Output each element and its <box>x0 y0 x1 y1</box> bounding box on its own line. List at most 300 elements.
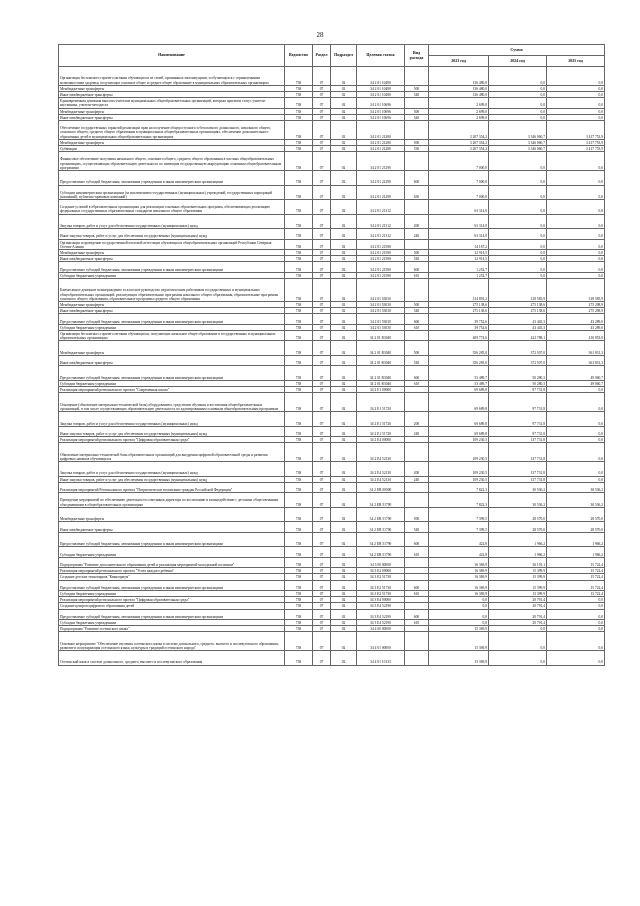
row-sum-2023: 109 230,5 <box>429 437 489 443</box>
table-row <box>59 522 605 532</box>
row-name: Межбюджетные трансферты <box>59 507 285 522</box>
table-row <box>59 493 605 508</box>
table-row <box>59 462 605 477</box>
table-row <box>59 314 605 324</box>
row-dept: 738 <box>285 393 313 412</box>
row-subsection: 02 <box>331 547 357 557</box>
row-subsection: 02 <box>331 651 357 666</box>
row-section: 07 <box>313 557 331 567</box>
row-target: 34 2 01 10696 <box>357 108 405 114</box>
row-section: 07 <box>313 91 331 97</box>
table-row <box>59 341 605 356</box>
row-subsection: 02 <box>331 98 357 108</box>
row-dept: 738 <box>285 580 313 590</box>
row-subsection: 02 <box>331 532 357 547</box>
row-section: 07 <box>313 426 331 436</box>
row-name: Осетинский язык в системе дошкольного, среднего, высшего и послевузовского образования <box>59 651 285 666</box>
row-section: 07 <box>313 651 331 666</box>
row-subsection: 02 <box>331 170 357 185</box>
row-name: Предоставление субсидий бюджетным, автономным учреждениям и иным некоммерческим организациям <box>59 609 285 619</box>
row-sum-2025: 0,0 <box>547 229 605 239</box>
row-sum-2024: 137 731,8 <box>489 476 547 482</box>
row-section: 07 <box>313 108 331 114</box>
row-sum-2025: 0,0 <box>547 393 605 412</box>
row-exp-type <box>405 557 429 567</box>
row-dept: 738 <box>285 229 313 239</box>
header-2023: 2023 год <box>429 56 489 67</box>
row-sum-2025: 0,0 <box>547 91 605 97</box>
table-row <box>59 651 605 666</box>
row-subsection: 02 <box>331 603 357 609</box>
row-subsection: 02 <box>331 568 357 574</box>
row-sum-2025: 0,0 <box>547 603 605 609</box>
row-target: 34 2 E1 51720 <box>357 412 405 427</box>
row-section: 07 <box>313 120 331 139</box>
row-dept: 738 <box>285 568 313 574</box>
row-section: 07 <box>313 507 331 522</box>
header-dept: Ведомство <box>285 45 313 67</box>
row-exp-type <box>405 330 429 340</box>
row-dept: 738 <box>285 355 313 365</box>
table-row <box>59 262 605 272</box>
row-section: 07 <box>313 279 331 302</box>
row-sum-2025: 28 570,0 <box>547 507 605 522</box>
row-name: Иные межбюджетные трансферты <box>59 91 285 97</box>
row-section: 07 <box>313 152 331 171</box>
table-row <box>59 185 605 200</box>
row-exp-type: 600 <box>405 609 429 619</box>
row-sum-2023: 7 000,0 <box>429 152 489 171</box>
row-target: 34 2 E4 52130 <box>357 462 405 477</box>
row-sum-2023: 39 752,6 <box>429 314 489 324</box>
row-dept: 738 <box>285 330 313 340</box>
table-row <box>59 547 605 557</box>
row-exp-type: 540 <box>405 308 429 314</box>
table-row <box>59 229 605 239</box>
row-dept: 738 <box>285 626 313 632</box>
row-sum-2024: 20 791,4 <box>489 619 547 625</box>
table-row <box>59 443 605 462</box>
row-sum-2023: 69 689,8 <box>429 426 489 436</box>
row-sum-2024: 3 346 060,7 <box>489 139 547 145</box>
row-target: 34 2 01 53030 <box>357 279 405 302</box>
row-dept: 738 <box>285 324 313 330</box>
row-sum-2024: 50 280,3 <box>489 380 547 386</box>
row-exp-type: 610 <box>405 324 429 330</box>
row-subsection: 02 <box>331 341 357 356</box>
row-sum-2023: 3 207 354,2 <box>429 139 489 145</box>
row-exp-type: 500 <box>405 108 429 114</box>
row-sum-2025: 0,0 <box>547 200 605 215</box>
row-name: Иные межбюджетные трансферты <box>59 522 285 532</box>
row-sum-2025: 49 060,7 <box>547 366 605 381</box>
row-exp-type <box>405 482 429 492</box>
row-subsection: 02 <box>331 580 357 590</box>
row-section: 07 <box>313 341 331 356</box>
row-section: 07 <box>313 330 331 340</box>
row-section: 07 <box>313 308 331 314</box>
row-target: 34 2 EВ 51790 <box>357 522 405 532</box>
row-exp-type <box>405 651 429 666</box>
row-subsection: 02 <box>331 476 357 482</box>
row-target: 34 3 E2 51730 <box>357 574 405 580</box>
row-target: 34 3 E4 52190 <box>357 603 405 609</box>
row-sum-2025: 0,0 <box>547 462 605 477</box>
row-name: Закупка товаров, работ и услуг для обеспечения государственных (муниципальных) нужд <box>59 412 285 427</box>
row-target: 34 2 01 10480 <box>357 85 405 91</box>
row-name: Реализация мероприятий Регионального проекта "Патриотическое воспитание граждан Российской Федерации" <box>59 482 285 492</box>
row-sum-2023: 63 314,0 <box>429 214 489 229</box>
row-dept: 738 <box>285 308 313 314</box>
table-row <box>59 98 605 108</box>
row-section: 07 <box>313 250 331 256</box>
row-sum-2023: 109 230,5 <box>429 476 489 482</box>
row-subsection: 02 <box>331 626 357 632</box>
row-name: Подпрограмма "Развитие осетинского языка" <box>59 626 285 632</box>
row-exp-type <box>405 120 429 139</box>
row-target: 34 3 E4 52190 <box>357 619 405 625</box>
row-subsection: 02 <box>331 145 357 151</box>
row-target: 34 3 E2 51730 <box>357 580 405 590</box>
row-exp-type: 540 <box>405 522 429 532</box>
row-dept: 738 <box>285 152 313 171</box>
row-name: Субсидии бюджетным учреждениям <box>59 324 285 330</box>
row-sum-2025: 0,0 <box>547 412 605 427</box>
row-sum-2025: 0,0 <box>547 185 605 200</box>
row-section: 07 <box>313 98 331 108</box>
row-exp-type: 600 <box>405 170 429 185</box>
row-name: Субсидии бюджетным учреждениям <box>59 272 285 278</box>
row-name: Финансовое обеспечение получения начального общего, основного общего, среднего общего образования в частных общеобразовательных организациях, осуществляющих образовательную деятельность по имеющим государственную аккредитацию основным общеобразовательным программам <box>59 152 285 171</box>
row-section: 07 <box>313 547 331 557</box>
row-name: Организация бесплатного горячего питания обучающихся, получающих начальное общее образование в государственных и муниципальных образовательных организациях <box>59 330 285 340</box>
row-name: Межбюджетные трансферты <box>59 302 285 308</box>
row-sum-2025: 15 722,4 <box>547 574 605 580</box>
row-target: 34 2 01 R3040 <box>357 330 405 340</box>
row-subsection: 02 <box>331 393 357 412</box>
row-name: Субсидии бюджетным учреждениям <box>59 380 285 386</box>
row-sum-2025: 0,0 <box>547 597 605 603</box>
row-subsection: 02 <box>331 426 357 436</box>
row-sum-2023: 16 369,9 <box>429 568 489 574</box>
row-dept: 738 <box>285 532 313 547</box>
row-section: 07 <box>313 393 331 412</box>
row-section: 07 <box>313 522 331 532</box>
row-dept: 738 <box>285 590 313 596</box>
header-name: Наименование <box>59 45 285 67</box>
row-target: 34 3 E4 52190 <box>357 609 405 619</box>
row-dept: 738 <box>285 98 313 108</box>
row-sum-2023: 63 314,0 <box>429 229 489 239</box>
row-dept: 738 <box>285 239 313 249</box>
row-name: Обновление материально-технической базы образовательных организаций для внедрения цифровой образовательной среды и развития цифровых навыков обучающихся <box>59 443 285 462</box>
table-row <box>59 609 605 619</box>
row-sum-2025: 0,0 <box>547 108 605 114</box>
row-dept: 738 <box>285 632 313 651</box>
row-sum-2025: 43 289,0 <box>547 324 605 330</box>
row-target: 34 2 01 21312 <box>357 200 405 215</box>
row-dept: 738 <box>285 145 313 151</box>
row-sum-2023: 15 369,9 <box>429 651 489 666</box>
row-sum-2024: 0,0 <box>489 114 547 120</box>
row-sum-2023: 109 230,5 <box>429 443 489 462</box>
row-sum-2024: 97 731,8 <box>489 426 547 436</box>
row-section: 07 <box>313 443 331 462</box>
row-target: 34 2 E4 52130 <box>357 476 405 482</box>
row-name: Подпрограмма "Развитие дополнительного образования детей и реализация мероприятий молодежной политики" <box>59 557 285 567</box>
row-exp-type: 240 <box>405 476 429 482</box>
row-section: 07 <box>313 597 331 603</box>
row-exp-type <box>405 152 429 171</box>
row-sum-2023: 53 489,7 <box>429 366 489 381</box>
row-sum-2024: 137 731,8 <box>489 443 547 462</box>
row-dept: 738 <box>285 341 313 356</box>
header-section: Раздел <box>313 45 331 67</box>
row-target: 34 3 E4 00000 <box>357 597 405 603</box>
row-section: 07 <box>313 482 331 492</box>
row-sum-2023: 16 369,9 <box>429 590 489 596</box>
row-exp-type: 600 <box>405 366 429 381</box>
row-sum-2025: 30 536,2 <box>547 482 605 492</box>
row-sum-2024: 15 399,9 <box>489 568 547 574</box>
row-section: 07 <box>313 229 331 239</box>
row-name: Организация бесплатного горячего питания обучающихся из семей, признанных малоимущими, и обучающихся с ограниченными возможностями здоровья, получающих основное общее и среднее общее образование в муниципальных образовательных организациях <box>59 67 285 86</box>
row-dept: 738 <box>285 609 313 619</box>
row-sum-2025: 0,0 <box>547 98 605 108</box>
row-section: 07 <box>313 580 331 590</box>
table-row <box>59 557 605 567</box>
row-sum-2025: 0,0 <box>547 250 605 256</box>
row-section: 07 <box>313 619 331 625</box>
row-target: 34 2 E1 51720 <box>357 426 405 436</box>
row-target: 34 4 01 10133 <box>357 651 405 666</box>
row-sum-2025: 1 966,2 <box>547 532 605 547</box>
row-target: 34 2 01 53030 <box>357 324 405 330</box>
row-exp-type: 240 <box>405 426 429 436</box>
row-sum-2025: 0,0 <box>547 262 605 272</box>
row-subsection: 02 <box>331 200 357 215</box>
row-dept: 738 <box>285 557 313 567</box>
row-section: 07 <box>313 380 331 386</box>
row-name: Проведение мероприятий по обеспечению деятельности советников директора по воспитанию и взаимодействию с детскими общественными объединениями в общеобразовательных организациях <box>59 493 285 508</box>
row-sum-2025: 3 417 753,9 <box>547 139 605 145</box>
row-name: Субвенции <box>59 145 285 151</box>
row-dept: 738 <box>285 366 313 381</box>
row-section: 07 <box>313 114 331 120</box>
header-2024: 2024 год <box>489 56 547 67</box>
table-row <box>59 580 605 590</box>
row-name: Иные межбюджетные трансферты <box>59 355 285 365</box>
row-section: 07 <box>313 324 331 330</box>
row-subsection: 02 <box>331 152 357 171</box>
row-sum-2023: 69 689,8 <box>429 387 489 393</box>
row-sum-2024: 422 788,1 <box>489 330 547 340</box>
row-sum-2024: 97 731,8 <box>489 412 547 427</box>
row-sum-2025: 0,0 <box>547 170 605 185</box>
row-subsection: 02 <box>331 632 357 651</box>
row-subsection: 02 <box>331 67 357 86</box>
table-row <box>59 482 605 492</box>
row-sum-2023: 69 689,8 <box>429 393 489 412</box>
row-sum-2024: 1 966,2 <box>489 547 547 557</box>
row-sum-2024: 0,0 <box>489 256 547 262</box>
row-subsection: 02 <box>331 462 357 477</box>
row-name: Межбюджетные трансферты <box>59 108 285 114</box>
row-sum-2023: 7 399,5 <box>429 522 489 532</box>
row-sum-2025: 0,0 <box>547 426 605 436</box>
row-sum-2025: 0,0 <box>547 619 605 625</box>
row-subsection: 02 <box>331 522 357 532</box>
row-sum-2024: 0,0 <box>489 262 547 272</box>
row-exp-type: 240 <box>405 229 429 239</box>
row-section: 07 <box>313 568 331 574</box>
row-sum-2023: 12 914,5 <box>429 256 489 262</box>
row-target: 34 2 01 21580 <box>357 256 405 262</box>
row-name: Межбюджетные трансферты <box>59 85 285 91</box>
row-sum-2024: 50 280,3 <box>489 366 547 381</box>
row-name: Предоставление субсидий бюджетным, автономным учреждениям и иным некоммерческим организациям <box>59 170 285 185</box>
row-sum-2025: 15 722,4 <box>547 568 605 574</box>
row-sum-2024: 30 536,2 <box>489 482 547 492</box>
row-sum-2023: 7 000,0 <box>429 170 489 185</box>
row-target: 34 2 01 21312 <box>357 214 405 229</box>
row-subsection: 02 <box>331 120 357 139</box>
row-dept: 738 <box>285 302 313 308</box>
row-subsection: 02 <box>331 256 357 262</box>
row-sum-2023: 422,8 <box>429 532 489 547</box>
row-exp-type: 500 <box>405 341 429 356</box>
table-row <box>59 393 605 412</box>
row-subsection: 02 <box>331 302 357 308</box>
row-sum-2023: 69 689,8 <box>429 412 489 427</box>
row-sum-2023: 136 480,0 <box>429 85 489 91</box>
row-target: 34 2 01 21580 <box>357 239 405 249</box>
row-dept: 738 <box>285 462 313 477</box>
row-name: Ежемесячное денежное вознаграждение за классное руководство педагогическим работникам государственных и муниципальных общеобразовательных организаций, реализующих образовательные программы начального общего образования, образовательные программы основного общего образования, образовательные программы среднего общего образования <box>59 279 285 302</box>
row-sum-2023: 314 891,2 <box>429 279 489 302</box>
row-target: 34 2 E4 00000 <box>357 437 405 443</box>
row-exp-type: 540 <box>405 355 429 365</box>
row-sum-2024: 0,0 <box>489 108 547 114</box>
row-subsection: 02 <box>331 557 357 567</box>
row-section: 07 <box>313 626 331 632</box>
table-row <box>59 412 605 427</box>
row-sum-2023: 0,0 <box>429 603 489 609</box>
row-exp-type: 200 <box>405 412 429 427</box>
row-target: 34 2 E4 52130 <box>357 443 405 462</box>
row-subsection: 02 <box>331 507 357 522</box>
row-subsection: 02 <box>331 250 357 256</box>
row-subsection: 02 <box>331 493 357 508</box>
row-section: 07 <box>313 200 331 215</box>
row-section: 07 <box>313 437 331 443</box>
row-sum-2023: 0,0 <box>429 597 489 603</box>
row-subsection: 02 <box>331 239 357 249</box>
row-section: 07 <box>313 185 331 200</box>
row-section: 07 <box>313 574 331 580</box>
row-name: Предоставление субсидий бюджетным, автономным учреждениям и иным некоммерческим организациям <box>59 262 285 272</box>
row-dept: 738 <box>285 200 313 215</box>
row-sum-2024: 15 399,9 <box>489 580 547 590</box>
row-name: Иные межбюджетные трансферты <box>59 256 285 262</box>
row-sum-2025: 410 853,0 <box>547 330 605 340</box>
row-sum-2023: 2 699,0 <box>429 98 489 108</box>
row-sum-2024: 15 399,9 <box>489 590 547 596</box>
row-sum-2024: 0,0 <box>489 91 547 97</box>
row-name: Предоставление субсидий бюджетным, автономным учреждениям и иным некоммерческим организациям <box>59 580 285 590</box>
row-exp-type: 200 <box>405 214 429 229</box>
row-exp-type: 600 <box>405 262 429 272</box>
row-target: 34 3 E2 00000 <box>357 568 405 574</box>
row-section: 07 <box>313 632 331 651</box>
row-target: 34 2 01 R3040 <box>357 380 405 386</box>
row-subsection: 02 <box>331 619 357 625</box>
row-sum-2023: 2 699,0 <box>429 114 489 120</box>
row-sum-2023: 7 399,5 <box>429 507 489 522</box>
row-target: 34 2 01 10480 <box>357 91 405 97</box>
row-name: Обеспечение государственных гарантий реализации прав на получение общедоступного и бесплатного дошкольного, начального общего, основного общего, среднего общего образования в муниципальных общеобразовательных организациях, обеспечение дополнительного образования детей в муниципальных общеобразовательных организациях <box>59 120 285 139</box>
row-sum-2023: 7 000,0 <box>429 185 489 200</box>
row-name: Создание условий в образовательных организациях для реализации основных образовательных программ, обеспечивающих реализацию федеральных государственных образовательных стандартов начального общего образования <box>59 200 285 215</box>
row-exp-type: 610 <box>405 619 429 625</box>
row-subsection: 02 <box>331 85 357 91</box>
row-sum-2023: 136 480,0 <box>429 91 489 97</box>
row-section: 07 <box>313 493 331 508</box>
row-subsection: 02 <box>331 482 357 492</box>
row-sum-2024: 20 791,4 <box>489 603 547 609</box>
row-subsection: 02 <box>331 387 357 393</box>
row-sum-2024: 0,0 <box>489 200 547 215</box>
row-sum-2024: 0,0 <box>489 250 547 256</box>
row-subsection: 02 <box>331 590 357 596</box>
row-sum-2025: 0,0 <box>547 114 605 120</box>
row-sum-2024: 20 791,4 <box>489 609 547 619</box>
header-target: Целевая статья <box>357 45 405 67</box>
row-name: Межбюджетные трансферты <box>59 250 285 256</box>
row-exp-type <box>405 493 429 508</box>
row-dept: 738 <box>285 547 313 557</box>
row-target: 34 2 E1 51720 <box>357 393 405 412</box>
row-sum-2024: 36 191,1 <box>489 557 547 567</box>
row-dept: 738 <box>285 250 313 256</box>
row-sum-2024: 3 346 060,7 <box>489 120 547 139</box>
row-name: Субсидии бюджетным учреждениям <box>59 590 285 596</box>
header-exp-type: Вид расхода <box>405 45 429 67</box>
table-row <box>59 632 605 651</box>
row-sum-2024: 0,0 <box>489 98 547 108</box>
row-dept: 738 <box>285 139 313 145</box>
row-target: 34 2 01 10696 <box>357 98 405 108</box>
table-row <box>59 152 605 171</box>
row-exp-type: 500 <box>405 85 429 91</box>
row-section: 07 <box>313 85 331 91</box>
row-exp-type: 610 <box>405 272 429 278</box>
row-target: 34 3 00 00000 <box>357 557 405 567</box>
row-sum-2025: 0,0 <box>547 609 605 619</box>
row-dept: 738 <box>285 493 313 508</box>
row-sum-2024: 97 731,8 <box>489 393 547 412</box>
row-sum-2025: 0,0 <box>547 214 605 229</box>
row-dept: 738 <box>285 262 313 272</box>
table-row <box>59 67 605 86</box>
row-sum-2025: 0,0 <box>547 239 605 249</box>
row-exp-type: 600 <box>405 532 429 547</box>
row-target: 34 2 01 21280 <box>357 120 405 139</box>
table-row <box>59 532 605 547</box>
row-exp-type <box>405 443 429 462</box>
row-sum-2025: 30 536,2 <box>547 493 605 508</box>
row-sum-2025: 49 060,7 <box>547 380 605 386</box>
